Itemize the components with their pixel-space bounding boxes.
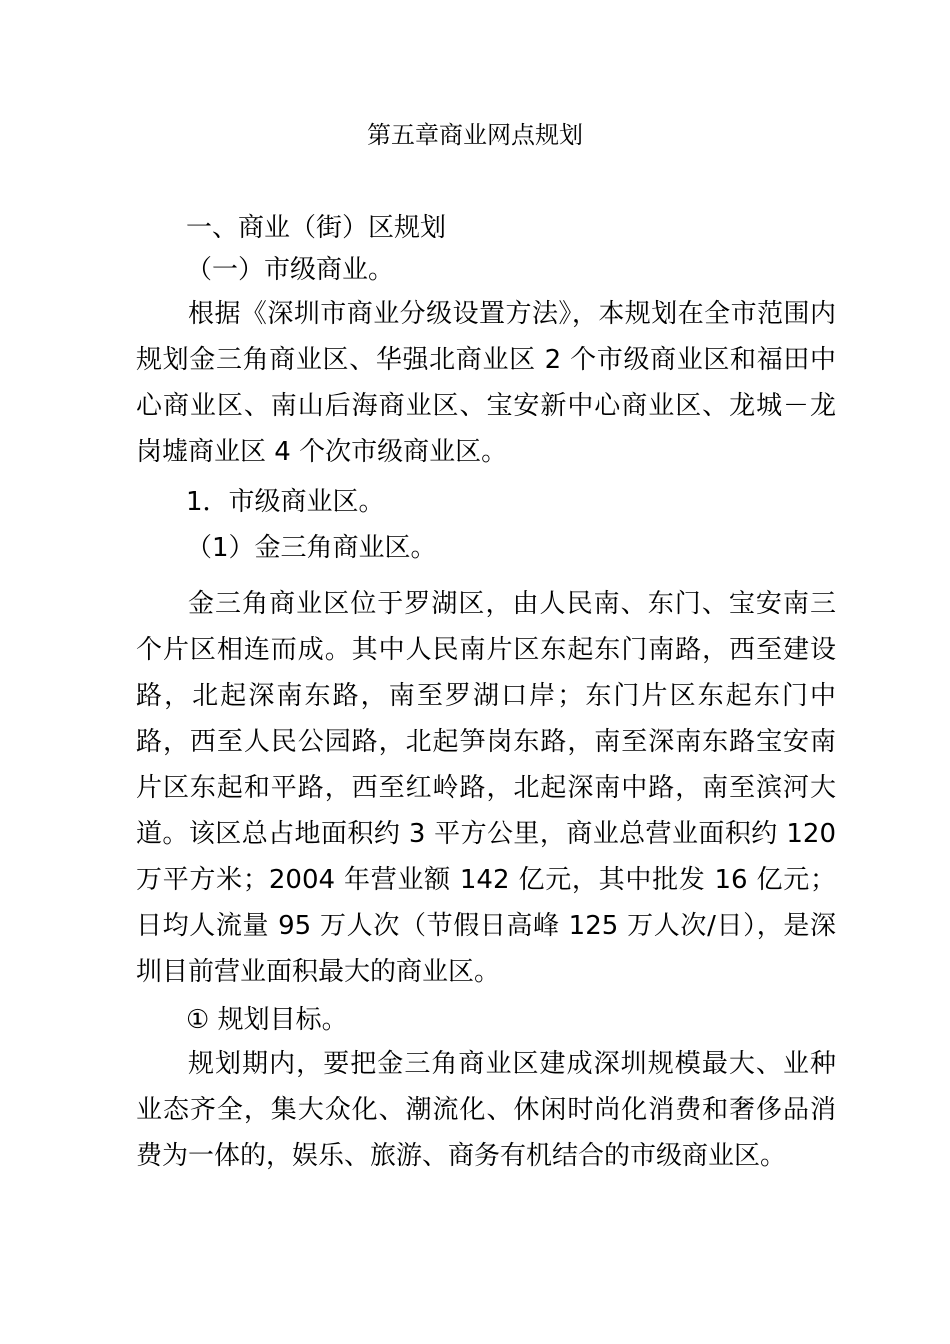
goal-heading: ① 规划目标。 bbox=[186, 1005, 348, 1035]
chapter-title: 第五章商业网点规划 bbox=[367, 121, 583, 149]
goal-paragraph: 规划期内，要把金三角商业区建成深圳规模最大、业种业态齐全，集大众化、潮流化、休闲时尚化消费和奢侈品消费为一体的，娱乐、旅游、商务有机结合的市级商业区。 bbox=[136, 1049, 836, 1171]
item-1-1-heading: （1）金三角商业区。 bbox=[186, 533, 437, 563]
subsection-heading: （一）市级商业。 bbox=[186, 255, 395, 285]
section-heading: 一、商业（街）区规划 bbox=[186, 213, 447, 243]
jinsanjiao-paragraph: 金三角商业区位于罗湖区，由人民南、东门、宝安南三个片区相连而成。其中人民南片区东起东门南路，西至建设路，北起深南东路，南至罗湖口岸；东门片区东起东门中路，西至人民公园路，北起笋岗东路，南至深南东路宝安南片区东起和平路，西至红岭路，北起深南中路，南至滨河大道。该区总占地面积约 3 平方公里，商业总营业面积约 120 万平方米；2004 年营业额 142 亿元，其中批发 16 亿元；日均人流量 95 万人次（节假日高峰 125 万人次/日），是深圳目前营业面积最大的商业区。 bbox=[136, 589, 836, 987]
item-1-heading: 1．市级商业区。 bbox=[186, 487, 385, 517]
intro-paragraph: 根据《深圳市商业分级设置方法》，本规划在全市范围内规划金三角商业区、华强北商业区 2 个市级商业区和福田中心商业区、南山后海商业区、宝安新中心商业区、龙城－龙岗墟商业区 4 个次市级商业区。 bbox=[136, 299, 836, 467]
